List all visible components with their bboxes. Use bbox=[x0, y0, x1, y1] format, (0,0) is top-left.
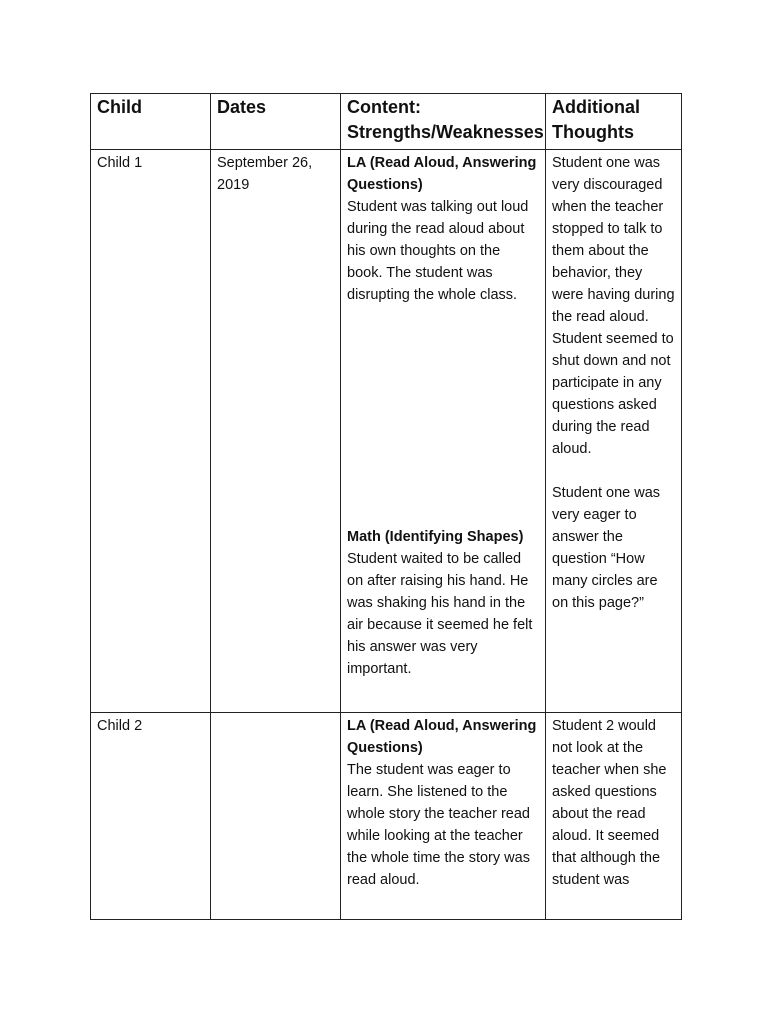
entry-thoughts: Student 2 would not look at the teacher when she asked questions about the read aloud. It seemed that although the student was bbox=[552, 718, 667, 888]
header-dates: Dates bbox=[211, 94, 341, 150]
observation-table bbox=[90, 93, 682, 920]
content-cell bbox=[341, 713, 546, 920]
header-row bbox=[91, 94, 682, 150]
thoughts-cell bbox=[546, 150, 682, 713]
entry-content: The student was eager to learn. She listened to the whole story the teacher read while looking at the teacher the whole time the story was read aloud. bbox=[347, 762, 530, 888]
date-cell: September 26, 2019 bbox=[211, 150, 341, 713]
child-cell: Child 2 bbox=[91, 713, 211, 920]
entry-content: Student waited to be called on after raising his hand. He was shaking his hand in the air because it seemed he felt his answer was very important. bbox=[347, 551, 533, 677]
entry-title: LA (Read Aloud, Answering Questions) bbox=[347, 718, 537, 756]
header-content: Content: Strengths/Weaknesses bbox=[341, 94, 546, 150]
content-cell bbox=[341, 150, 546, 713]
table-row bbox=[91, 713, 682, 920]
child-cell: Child 1 bbox=[91, 150, 211, 713]
entry-thoughts: Student one was very discouraged when the teacher stopped to talk to them about the behavior, they were having during the read aloud. Student seemed to shut down and not participate in any questions asked during the read aloud. bbox=[552, 155, 675, 457]
entry-thoughts: Student one was very eager to answer the question “How many circles are on this page?” bbox=[552, 485, 661, 611]
header-additional-thoughts: Additional Thoughts bbox=[546, 94, 682, 150]
spacer bbox=[552, 460, 675, 482]
spacer bbox=[347, 306, 539, 526]
header-child: Child bbox=[91, 94, 211, 150]
entry-title: Math (Identifying Shapes) bbox=[347, 529, 524, 545]
date-cell bbox=[211, 713, 341, 920]
table-row bbox=[91, 150, 682, 713]
entry-content: Student was talking out loud during the read aloud about his own thoughts on the book. The student was disrupting the whole class. bbox=[347, 199, 529, 303]
thoughts-cell bbox=[546, 713, 682, 920]
entry-title: LA (Read Aloud, Answering Questions) bbox=[347, 155, 537, 193]
